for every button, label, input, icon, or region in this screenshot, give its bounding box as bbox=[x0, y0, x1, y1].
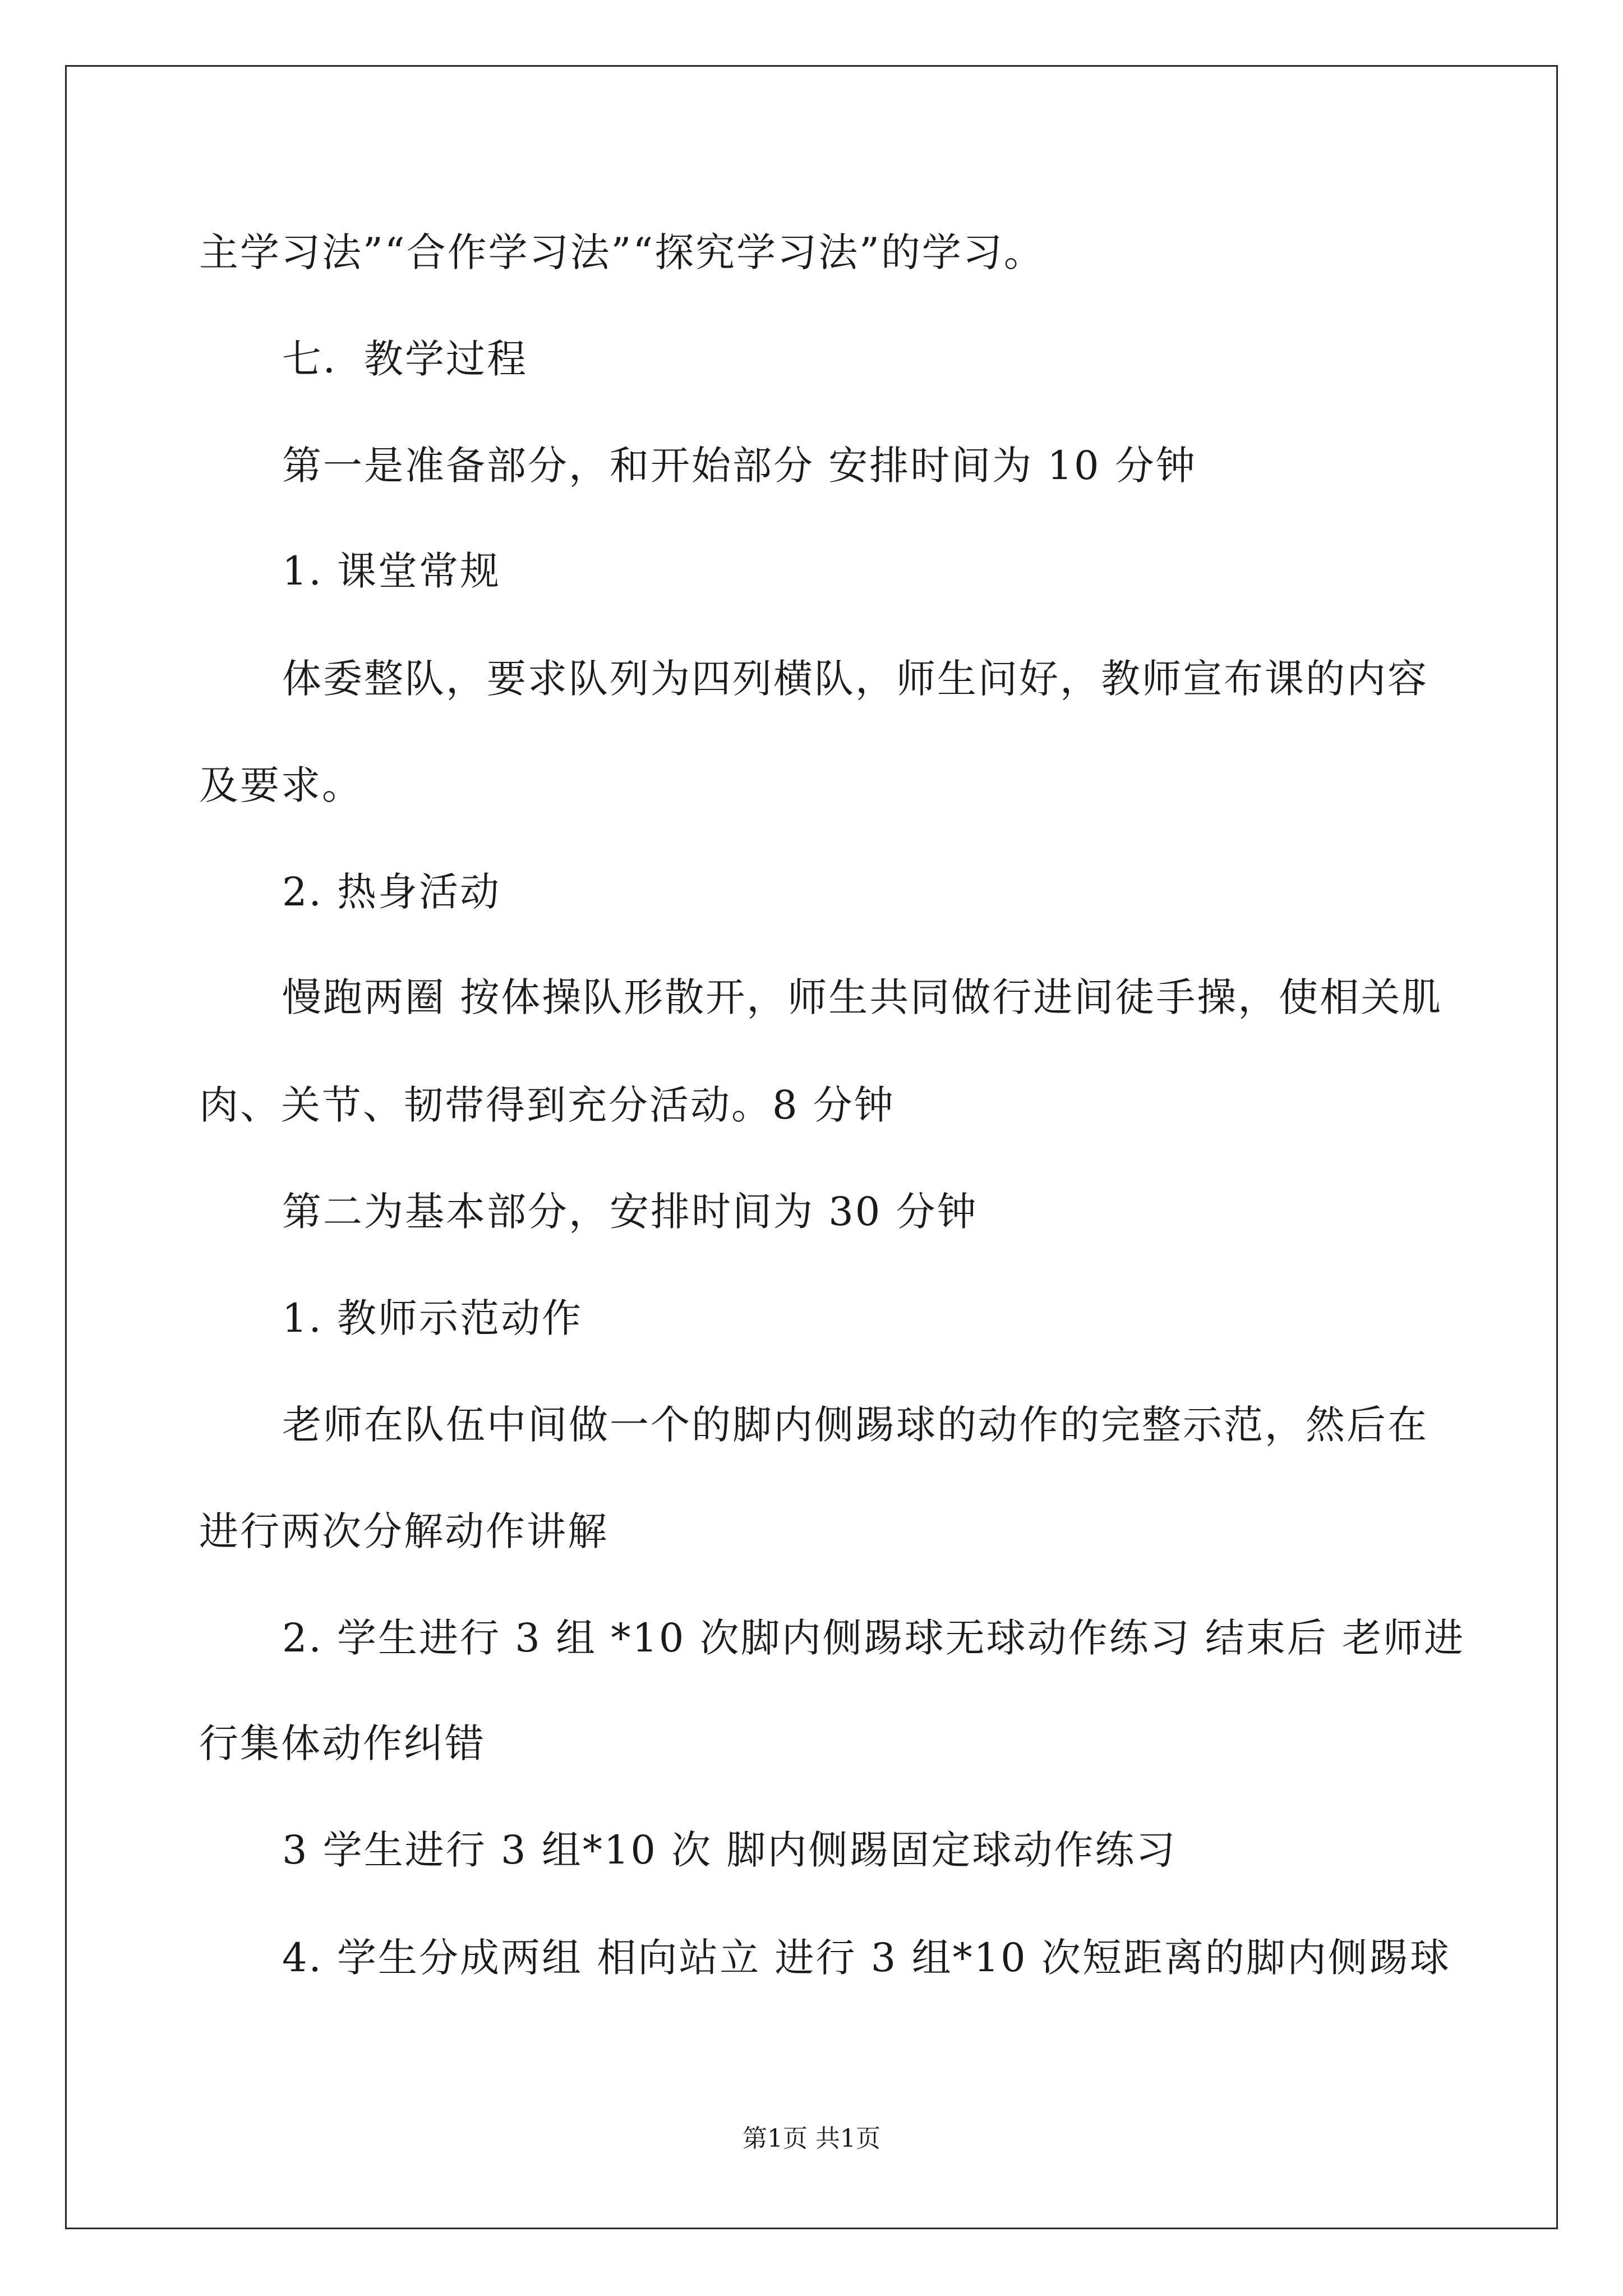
text-line: 3 学生进行 3 组*10 次 脚内侧踢固定球动作练习 bbox=[282, 1827, 1177, 1873]
text-line: 第二为基本部分，安排时间为 30 分钟 bbox=[282, 1189, 978, 1235]
text-line: 2. 学生进行 3 组 *10 次脚内侧踢球无球动作练习 结束后 老师进 bbox=[282, 1615, 1465, 1661]
subheading: 1. 教师示范动作 bbox=[282, 1295, 583, 1341]
text-line: 体委整队，要求队列为四列横队，师生问好，教师宣布课的内容 bbox=[282, 656, 1428, 702]
subheading: 2. 热身活动 bbox=[282, 869, 501, 915]
text-line: 4. 学生分成两组 相向站立 进行 3 组*10 次短距离的脚内侧踢球 bbox=[282, 1935, 1451, 1981]
text-line: 主学习法”“合作学习法”“探究学习法”的学习。 bbox=[199, 229, 1045, 275]
section-heading: 七．教学过程 bbox=[282, 336, 528, 382]
text-line: 慢跑两圈 按体操队形散开，师生共同做行进间徒手操，使相关肌 bbox=[282, 974, 1443, 1020]
text-line: 行集体动作纠错 bbox=[199, 1720, 486, 1766]
page-number-footer: 第1页 共1页 bbox=[743, 2124, 880, 2153]
text-line: 老师在队伍中间做一个的脚内侧踢球的动作的完整示范，然后在 bbox=[282, 1402, 1428, 1448]
page-border bbox=[65, 65, 1558, 2229]
text-line: 第一是准备部分，和开始部分 安排时间为 10 分钟 bbox=[282, 443, 1197, 489]
text-line: 及要求。 bbox=[199, 762, 363, 808]
text-line: 肉、关节、韧带得到充分活动。8 分钟 bbox=[199, 1082, 895, 1128]
text-line: 进行两次分解动作讲解 bbox=[199, 1508, 608, 1554]
subheading: 1. 课堂常规 bbox=[282, 548, 501, 594]
